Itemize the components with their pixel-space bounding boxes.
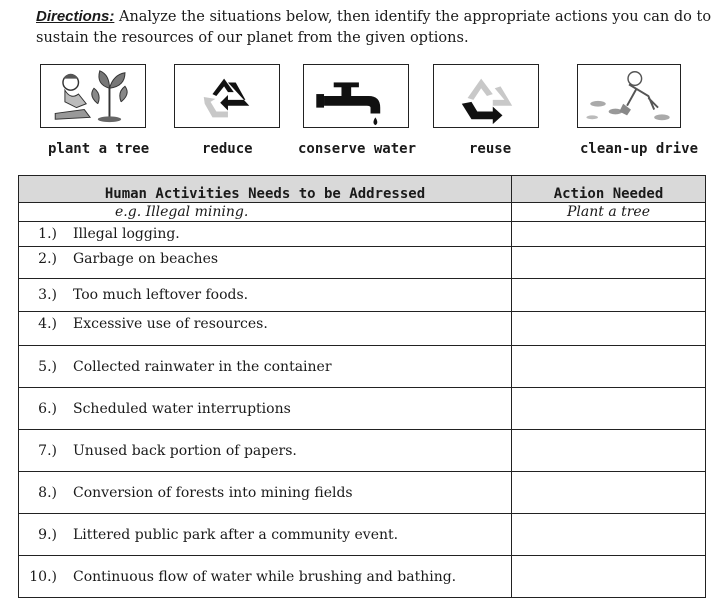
table-row <box>19 430 706 472</box>
faucet-icon <box>303 64 409 128</box>
row-activity: Illegal logging. <box>73 226 180 242</box>
answer-cell[interactable] <box>512 247 706 279</box>
row-activity: Too much leftover foods. <box>73 287 249 303</box>
example-activity: e.g. Illegal mining. <box>19 203 512 222</box>
cleanup-drive-icon <box>577 64 681 128</box>
table-row <box>19 514 706 556</box>
header-activities: Human Activities Needs to be Addressed <box>19 176 512 203</box>
table-row <box>19 222 706 247</box>
answer-cell[interactable] <box>512 222 706 247</box>
table-row <box>19 388 706 430</box>
option-clean-up-drive: clean-up drive <box>580 141 699 157</box>
answer-cell[interactable] <box>512 514 706 556</box>
row-activity: Unused back portion of papers. <box>73 442 297 459</box>
row-number: 1.) <box>38 226 57 242</box>
answer-cell[interactable] <box>512 556 706 598</box>
directions <box>36 6 716 49</box>
option-conserve-water: conserve water <box>298 141 417 157</box>
option-reduce: reduce <box>202 141 253 157</box>
row-number: 5.) <box>38 358 57 375</box>
row-number: 8.) <box>38 484 57 501</box>
table-row <box>19 279 706 312</box>
directions-text: Analyze the situations below, then identify the appropriate actions you can do to sustain the resources of our planet from the given options. <box>36 9 712 46</box>
row-activity: Excessive use of resources. <box>73 316 268 332</box>
table-row <box>19 247 706 279</box>
header-action: Action Needed <box>512 176 706 203</box>
row-number: 9.) <box>38 526 57 543</box>
table-row <box>19 556 706 598</box>
activities-table <box>18 175 706 598</box>
answer-cell[interactable] <box>512 388 706 430</box>
row-activity: Collected rainwater in the container <box>73 358 332 375</box>
answer-cell[interactable] <box>512 312 706 346</box>
example-row <box>19 203 706 222</box>
answer-cell[interactable] <box>512 472 706 514</box>
row-number: 4.) <box>38 316 57 332</box>
answer-cell[interactable] <box>512 430 706 472</box>
row-number: 3.) <box>38 287 57 303</box>
row-number: 7.) <box>38 442 57 459</box>
row-activity: Garbage on beaches <box>73 251 219 267</box>
reuse-recycle-icon <box>433 64 539 128</box>
tree-planting-icon <box>40 64 146 128</box>
directions-lead: Directions: <box>36 8 115 25</box>
row-number: 10.) <box>29 568 57 585</box>
answer-cell[interactable] <box>512 346 706 388</box>
answer-cell[interactable] <box>512 279 706 312</box>
row-number: 2.) <box>38 251 57 267</box>
reduce-recycle-icon <box>174 64 280 128</box>
row-activity: Littered public park after a community event. <box>73 526 399 543</box>
row-number: 6.) <box>38 400 57 417</box>
option-reuse: reuse <box>469 141 512 157</box>
table-row <box>19 346 706 388</box>
example-action: Plant a tree <box>512 203 706 222</box>
table-header-row <box>19 176 706 203</box>
table-row <box>19 472 706 514</box>
row-activity: Continuous flow of water while brushing and bathing. <box>73 568 457 585</box>
row-activity: Conversion of forests into mining fields <box>73 484 353 501</box>
option-plant-a-tree: plant a tree <box>48 141 150 157</box>
row-activity: Scheduled water interruptions <box>73 400 291 417</box>
table-row <box>19 312 706 346</box>
